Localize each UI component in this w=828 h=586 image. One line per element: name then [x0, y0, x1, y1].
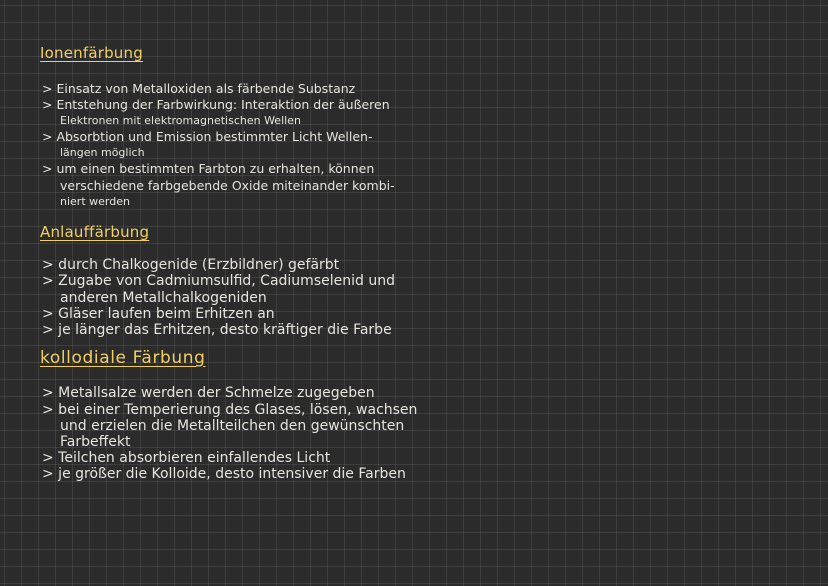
section2-line-4: > Gläser laufen beim Erhitzen an: [42, 306, 275, 322]
section1-line-4: > Absorbtion und Emission bestimmter Licht Wellen-: [42, 129, 373, 144]
section2-line-3: anderen Metallchalkogeniden: [60, 290, 267, 306]
section1-line-3: Elektronen mit elektromagnetischen Wellen: [60, 114, 301, 127]
section-heading-ionenfaerbung: Ionenfärbung: [40, 44, 143, 62]
section1-line-1: > Einsatz von Metalloxiden als färbende Substanz: [42, 81, 356, 96]
section3-line-2: > bei einer Temperierung des Glases, lösen, wachsen: [42, 402, 418, 418]
section3-line-6: > je größer die Kolloide, desto intensiver die Farben: [42, 466, 406, 482]
section2-line-2: > Zugabe von Cadmiumsulfid, Cadiumselenid und: [42, 273, 395, 289]
section1-line-5: längen möglich: [60, 146, 145, 159]
section3-line-1: > Metallsalze werden der Schmelze zugegeben: [42, 385, 375, 401]
section1-line-2: > Entstehung der Farbwirkung: Interaktion der äußeren: [42, 97, 390, 112]
section3-line-5: > Teilchen absorbieren einfallendes Licht: [42, 450, 331, 466]
section1-line-8: niert werden: [60, 195, 130, 208]
section2-line-1: > durch Chalkogenide (Erzbildner) gefärbt: [42, 257, 340, 273]
section1-line-6: > um einen bestimmten Farbton zu erhalten, können: [42, 161, 375, 176]
section3-line-3: und erzielen die Metallteilchen den gewünschten: [60, 418, 405, 434]
section-heading-anlauffaerbung: Anlauffärbung: [40, 223, 150, 241]
section2-line-5: > je länger das Erhitzen, desto kräftiger die Farbe: [42, 322, 392, 338]
section1-line-7: verschiedene farbgebende Oxide miteinander kombi-: [60, 178, 395, 193]
section3-line-4: Farbeffekt: [60, 434, 131, 450]
section-heading-kollodiale-faerbung: kollodiale Färbung: [40, 348, 206, 368]
